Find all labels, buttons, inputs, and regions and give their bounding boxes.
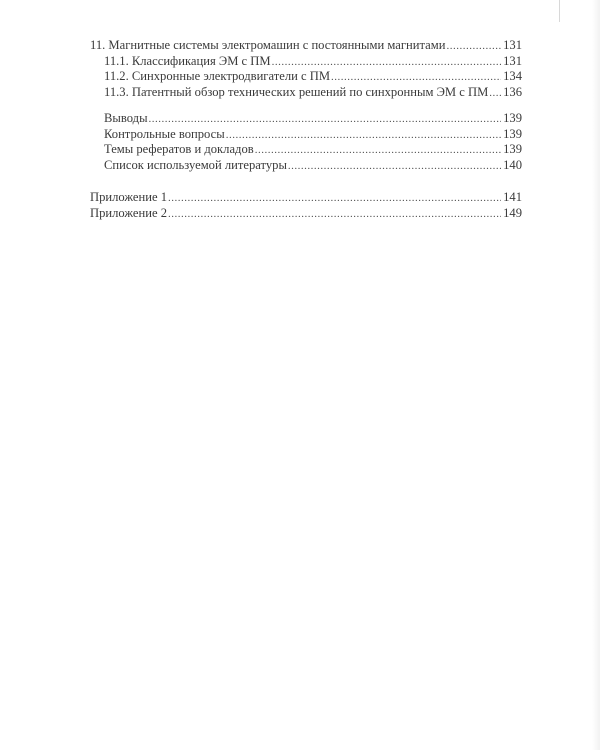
toc-entry-page: 140 <box>503 157 522 172</box>
toc-entry-page: 131 <box>503 53 522 68</box>
toc-dot-leader <box>255 143 501 159</box>
toc-dot-leader <box>149 112 502 128</box>
toc-entry-title: 11.1. Классификация ЭМ с ПМ <box>104 53 271 68</box>
toc-dot-leader <box>168 207 501 223</box>
toc-entry-page: 149 <box>503 205 522 220</box>
toc-entry-page: 141 <box>503 190 522 204</box>
toc-entry-section-11-1 <box>90 54 522 70</box>
toc-dot-leader <box>272 55 502 71</box>
toc-dot-leader <box>331 70 501 86</box>
toc-entry-title: Приложение 1 <box>90 190 168 204</box>
toc-entry-references <box>90 158 522 174</box>
toc-entry-page: 139 <box>503 111 522 125</box>
toc-entry-title: 11.3. Патентный обзор технических решений по синхронным ЭМ с ПМ <box>104 84 489 99</box>
toc-entry-title: Приложение 2 <box>90 205 168 220</box>
toc-entry-page: 139 <box>503 126 522 141</box>
toc-entry-appendix-2 <box>90 206 522 222</box>
toc-entry-page: 136 <box>503 84 522 99</box>
toc-spacer <box>90 173 522 190</box>
toc-entry-appendix-1 <box>90 190 522 206</box>
toc-entry-title: 11.2. Синхронные электродвигатели с ПМ <box>104 69 331 83</box>
table-of-contents <box>90 38 522 221</box>
toc-entry-page: 139 <box>503 142 522 156</box>
toc-entry-title: Контрольные вопросы <box>104 126 225 141</box>
toc-entry-page: 134 <box>503 69 522 83</box>
toc-dot-leader <box>288 159 501 175</box>
toc-entry-title: Список используемой литературы <box>104 157 287 172</box>
toc-entry-chapter-11 <box>90 38 522 54</box>
toc-dot-leader <box>446 39 501 55</box>
toc-entry-section-11-3 <box>90 85 522 101</box>
toc-entry-title: Темы рефератов и докладов <box>104 142 254 156</box>
toc-dot-leader <box>226 128 501 144</box>
scan-edge-mark <box>559 0 560 22</box>
toc-entry-page: 131 <box>503 38 522 52</box>
toc-entry-report-topics <box>90 142 522 158</box>
page-edge-shadow <box>592 0 600 750</box>
toc-dot-leader <box>489 86 501 102</box>
toc-spacer <box>90 100 522 111</box>
toc-dot-leader <box>168 191 501 207</box>
toc-entry-title: Выводы <box>104 111 148 125</box>
toc-entry-section-11-2 <box>90 69 522 85</box>
toc-entry-title: 11. Магнитные системы электромашин с постоянными магнитами <box>90 38 446 52</box>
toc-entry-control-questions <box>90 127 522 143</box>
toc-entry-conclusions <box>90 111 522 127</box>
